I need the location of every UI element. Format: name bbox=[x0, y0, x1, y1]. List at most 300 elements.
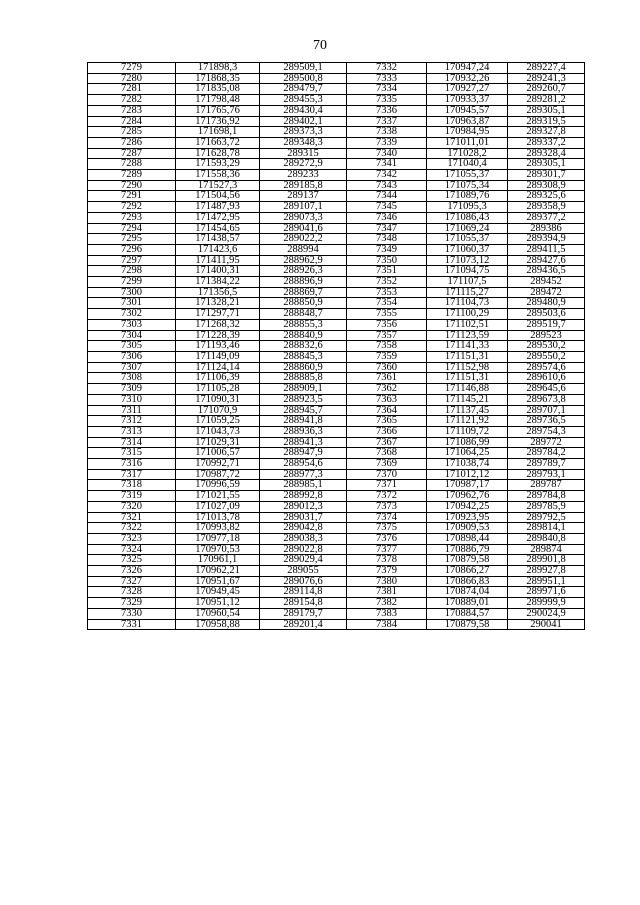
point-number-left: 7282 bbox=[88, 95, 176, 106]
x-coordinate-right: 171100,29 bbox=[427, 309, 508, 320]
x-coordinate-left: 171438,57 bbox=[176, 234, 260, 245]
y-coordinate-right: 289793,1 bbox=[508, 469, 585, 480]
point-number-left: 7299 bbox=[88, 277, 176, 288]
x-coordinate-left: 171898,3 bbox=[176, 63, 260, 74]
table-row bbox=[88, 319, 585, 330]
x-coordinate-left: 170962,21 bbox=[176, 566, 260, 577]
table-row bbox=[88, 159, 585, 170]
point-number-right: 7350 bbox=[347, 255, 427, 266]
x-coordinate-right: 171086,43 bbox=[427, 212, 508, 223]
x-coordinate-right: 171107,5 bbox=[427, 277, 508, 288]
y-coordinate-left: 288923,5 bbox=[260, 394, 347, 405]
x-coordinate-left: 171798,48 bbox=[176, 95, 260, 106]
y-coordinate-left: 288954,6 bbox=[260, 459, 347, 470]
y-coordinate-right: 289327,8 bbox=[508, 127, 585, 138]
y-coordinate-right: 289260,7 bbox=[508, 84, 585, 95]
x-coordinate-left: 171105,28 bbox=[176, 384, 260, 395]
y-coordinate-right: 290024,9 bbox=[508, 608, 585, 619]
point-number-left: 7316 bbox=[88, 459, 176, 470]
x-coordinate-right: 170879,58 bbox=[427, 555, 508, 566]
y-coordinate-right: 289645,6 bbox=[508, 384, 585, 395]
y-coordinate-right: 289550,2 bbox=[508, 351, 585, 362]
table-row bbox=[88, 95, 585, 106]
point-number-left: 7308 bbox=[88, 373, 176, 384]
point-number-left: 7279 bbox=[88, 63, 176, 74]
x-coordinate-right: 171089,76 bbox=[427, 191, 508, 202]
y-coordinate-right: 289305,1 bbox=[508, 159, 585, 170]
y-coordinate-right: 289736,5 bbox=[508, 416, 585, 427]
y-coordinate-right: 289452 bbox=[508, 277, 585, 288]
x-coordinate-right: 171145,21 bbox=[427, 394, 508, 405]
table-row bbox=[88, 362, 585, 373]
y-coordinate-left: 288869,7 bbox=[260, 287, 347, 298]
point-number-right: 7375 bbox=[347, 523, 427, 534]
point-number-right: 7382 bbox=[347, 598, 427, 609]
y-coordinate-left: 288941,3 bbox=[260, 437, 347, 448]
x-coordinate-left: 170951,12 bbox=[176, 598, 260, 609]
y-coordinate-left: 289114,8 bbox=[260, 587, 347, 598]
y-coordinate-right: 289874 bbox=[508, 544, 585, 555]
point-number-left: 7320 bbox=[88, 501, 176, 512]
point-number-left: 7287 bbox=[88, 148, 176, 159]
x-coordinate-left: 171029,31 bbox=[176, 437, 260, 448]
point-number-right: 7373 bbox=[347, 501, 427, 512]
table-row bbox=[88, 405, 585, 416]
x-coordinate-right: 170947,24 bbox=[427, 63, 508, 74]
point-number-right: 7343 bbox=[347, 180, 427, 191]
y-coordinate-left: 288992,8 bbox=[260, 491, 347, 502]
table-row bbox=[88, 309, 585, 320]
x-coordinate-right: 170866,27 bbox=[427, 566, 508, 577]
point-number-right: 7345 bbox=[347, 202, 427, 213]
point-number-right: 7349 bbox=[347, 244, 427, 255]
point-number-right: 7364 bbox=[347, 405, 427, 416]
table-row bbox=[88, 491, 585, 502]
x-coordinate-right: 171115,27 bbox=[427, 287, 508, 298]
point-number-right: 7341 bbox=[347, 159, 427, 170]
point-number-left: 7289 bbox=[88, 170, 176, 181]
y-coordinate-left: 289029,4 bbox=[260, 555, 347, 566]
y-coordinate-right: 289523 bbox=[508, 330, 585, 341]
y-coordinate-right: 290041 bbox=[508, 619, 585, 630]
table-row bbox=[88, 459, 585, 470]
x-coordinate-left: 170992,71 bbox=[176, 459, 260, 470]
point-number-right: 7367 bbox=[347, 437, 427, 448]
y-coordinate-left: 289022,2 bbox=[260, 234, 347, 245]
point-number-right: 7379 bbox=[347, 566, 427, 577]
x-coordinate-right: 171146,88 bbox=[427, 384, 508, 395]
table-row bbox=[88, 416, 585, 427]
y-coordinate-left: 289500,8 bbox=[260, 73, 347, 84]
table-row bbox=[88, 266, 585, 277]
table-row bbox=[88, 287, 585, 298]
page-number: 70 bbox=[313, 38, 327, 53]
x-coordinate-left: 171593,29 bbox=[176, 159, 260, 170]
point-number-right: 7338 bbox=[347, 127, 427, 138]
point-number-left: 7292 bbox=[88, 202, 176, 213]
y-coordinate-right: 289673,8 bbox=[508, 394, 585, 405]
x-coordinate-left: 171027,09 bbox=[176, 501, 260, 512]
table-row bbox=[88, 351, 585, 362]
x-coordinate-right: 171064,25 bbox=[427, 448, 508, 459]
point-number-left: 7280 bbox=[88, 73, 176, 84]
y-coordinate-right: 289789,7 bbox=[508, 459, 585, 470]
x-coordinate-left: 171487,93 bbox=[176, 202, 260, 213]
x-coordinate-right: 170987,17 bbox=[427, 480, 508, 491]
point-number-left: 7307 bbox=[88, 362, 176, 373]
x-coordinate-left: 171423,6 bbox=[176, 244, 260, 255]
y-coordinate-right: 289411,5 bbox=[508, 244, 585, 255]
x-coordinate-right: 170945,57 bbox=[427, 105, 508, 116]
point-number-right: 7358 bbox=[347, 341, 427, 352]
y-coordinate-right: 289436,5 bbox=[508, 266, 585, 277]
y-coordinate-left: 289233 bbox=[260, 170, 347, 181]
x-coordinate-left: 171527,3 bbox=[176, 180, 260, 191]
x-coordinate-right: 170874,04 bbox=[427, 587, 508, 598]
point-number-right: 7380 bbox=[347, 576, 427, 587]
y-coordinate-right: 289519,7 bbox=[508, 319, 585, 330]
table-row bbox=[88, 373, 585, 384]
y-coordinate-left: 289041,6 bbox=[260, 223, 347, 234]
table-row bbox=[88, 191, 585, 202]
point-number-right: 7377 bbox=[347, 544, 427, 555]
point-number-right: 7361 bbox=[347, 373, 427, 384]
y-coordinate-left: 289012,3 bbox=[260, 501, 347, 512]
x-coordinate-left: 171328,21 bbox=[176, 298, 260, 309]
y-coordinate-right: 289227,4 bbox=[508, 63, 585, 74]
table-row bbox=[88, 437, 585, 448]
y-coordinate-right: 289784,2 bbox=[508, 448, 585, 459]
y-coordinate-left: 288855,3 bbox=[260, 319, 347, 330]
point-number-right: 7352 bbox=[347, 277, 427, 288]
point-number-left: 7284 bbox=[88, 116, 176, 127]
table-row bbox=[88, 448, 585, 459]
x-coordinate-right: 171069,24 bbox=[427, 223, 508, 234]
y-coordinate-right: 289328,4 bbox=[508, 148, 585, 159]
y-coordinate-left: 288832,6 bbox=[260, 341, 347, 352]
point-number-left: 7328 bbox=[88, 587, 176, 598]
x-coordinate-left: 171411,95 bbox=[176, 255, 260, 266]
y-coordinate-right: 289281,2 bbox=[508, 95, 585, 106]
x-coordinate-left: 171021,55 bbox=[176, 491, 260, 502]
table-row bbox=[88, 148, 585, 159]
point-number-right: 7351 bbox=[347, 266, 427, 277]
table-row bbox=[88, 533, 585, 544]
y-coordinate-right: 289840,8 bbox=[508, 533, 585, 544]
x-coordinate-right: 171104,73 bbox=[427, 298, 508, 309]
x-coordinate-right: 170909,53 bbox=[427, 523, 508, 534]
y-coordinate-right: 289480,9 bbox=[508, 298, 585, 309]
y-coordinate-right: 289927,8 bbox=[508, 566, 585, 577]
y-coordinate-left: 288845,3 bbox=[260, 351, 347, 362]
y-coordinate-right: 289707,1 bbox=[508, 405, 585, 416]
x-coordinate-left: 170996,59 bbox=[176, 480, 260, 491]
table-row bbox=[88, 587, 585, 598]
point-number-left: 7325 bbox=[88, 555, 176, 566]
y-coordinate-right: 289792,5 bbox=[508, 512, 585, 523]
y-coordinate-left: 288840,9 bbox=[260, 330, 347, 341]
table-row bbox=[88, 480, 585, 491]
point-number-right: 7366 bbox=[347, 426, 427, 437]
x-coordinate-left: 171454,65 bbox=[176, 223, 260, 234]
point-number-left: 7285 bbox=[88, 127, 176, 138]
point-number-left: 7330 bbox=[88, 608, 176, 619]
y-coordinate-left: 289107,1 bbox=[260, 202, 347, 213]
table-row bbox=[88, 202, 585, 213]
table-row bbox=[88, 170, 585, 181]
point-number-right: 7384 bbox=[347, 619, 427, 630]
point-number-left: 7290 bbox=[88, 180, 176, 191]
y-coordinate-right: 289308,9 bbox=[508, 180, 585, 191]
x-coordinate-left: 171868,35 bbox=[176, 73, 260, 84]
x-coordinate-left: 170961,1 bbox=[176, 555, 260, 566]
y-coordinate-left: 289042,8 bbox=[260, 523, 347, 534]
x-coordinate-right: 171038,74 bbox=[427, 459, 508, 470]
y-coordinate-left: 288947,9 bbox=[260, 448, 347, 459]
point-number-left: 7293 bbox=[88, 212, 176, 223]
x-coordinate-left: 171106,39 bbox=[176, 373, 260, 384]
point-number-right: 7359 bbox=[347, 351, 427, 362]
table-row bbox=[88, 180, 585, 191]
x-coordinate-right: 170886,79 bbox=[427, 544, 508, 555]
y-coordinate-right: 289305,1 bbox=[508, 105, 585, 116]
x-coordinate-left: 171013,78 bbox=[176, 512, 260, 523]
x-coordinate-left: 171228,39 bbox=[176, 330, 260, 341]
x-coordinate-right: 171055,37 bbox=[427, 170, 508, 181]
x-coordinate-right: 171040,4 bbox=[427, 159, 508, 170]
table-row bbox=[88, 298, 585, 309]
x-coordinate-left: 171472,95 bbox=[176, 212, 260, 223]
point-number-right: 7332 bbox=[347, 63, 427, 74]
x-coordinate-left: 170977,18 bbox=[176, 533, 260, 544]
table-row bbox=[88, 619, 585, 630]
table-row bbox=[88, 223, 585, 234]
x-coordinate-right: 171109,72 bbox=[427, 426, 508, 437]
x-coordinate-left: 171400,31 bbox=[176, 266, 260, 277]
y-coordinate-right: 289787 bbox=[508, 480, 585, 491]
y-coordinate-left: 289073,3 bbox=[260, 212, 347, 223]
x-coordinate-right: 170879,58 bbox=[427, 619, 508, 630]
y-coordinate-left: 289315 bbox=[260, 148, 347, 159]
point-number-left: 7321 bbox=[88, 512, 176, 523]
y-coordinate-right: 289472 bbox=[508, 287, 585, 298]
coordinates-table bbox=[87, 62, 585, 630]
point-number-right: 7374 bbox=[347, 512, 427, 523]
point-number-right: 7337 bbox=[347, 116, 427, 127]
y-coordinate-left: 288850,9 bbox=[260, 298, 347, 309]
point-number-left: 7291 bbox=[88, 191, 176, 202]
y-coordinate-left: 289076,6 bbox=[260, 576, 347, 587]
point-number-right: 7360 bbox=[347, 362, 427, 373]
y-coordinate-left: 288962,9 bbox=[260, 255, 347, 266]
point-number-left: 7298 bbox=[88, 266, 176, 277]
point-number-right: 7348 bbox=[347, 234, 427, 245]
x-coordinate-right: 171123,59 bbox=[427, 330, 508, 341]
x-coordinate-right: 170942,25 bbox=[427, 501, 508, 512]
y-coordinate-right: 289337,2 bbox=[508, 137, 585, 148]
y-coordinate-right: 289358,9 bbox=[508, 202, 585, 213]
point-number-left: 7327 bbox=[88, 576, 176, 587]
point-number-right: 7340 bbox=[347, 148, 427, 159]
y-coordinate-left: 289455,3 bbox=[260, 95, 347, 106]
point-number-right: 7372 bbox=[347, 491, 427, 502]
point-number-right: 7342 bbox=[347, 170, 427, 181]
x-coordinate-left: 171043,73 bbox=[176, 426, 260, 437]
x-coordinate-right: 171152,98 bbox=[427, 362, 508, 373]
x-coordinate-right: 171137,45 bbox=[427, 405, 508, 416]
y-coordinate-left: 289402,1 bbox=[260, 116, 347, 127]
x-coordinate-left: 171698,1 bbox=[176, 127, 260, 138]
point-number-right: 7333 bbox=[347, 73, 427, 84]
point-number-left: 7304 bbox=[88, 330, 176, 341]
x-coordinate-left: 171765,76 bbox=[176, 105, 260, 116]
table-row bbox=[88, 426, 585, 437]
x-coordinate-left: 171356,5 bbox=[176, 287, 260, 298]
table-row bbox=[88, 523, 585, 534]
x-coordinate-right: 171141,33 bbox=[427, 341, 508, 352]
x-coordinate-right: 170984,95 bbox=[427, 127, 508, 138]
point-number-right: 7371 bbox=[347, 480, 427, 491]
point-number-right: 7356 bbox=[347, 319, 427, 330]
x-coordinate-left: 170993,82 bbox=[176, 523, 260, 534]
x-coordinate-left: 171006,57 bbox=[176, 448, 260, 459]
x-coordinate-left: 170970,53 bbox=[176, 544, 260, 555]
point-number-left: 7317 bbox=[88, 469, 176, 480]
y-coordinate-right: 289301,7 bbox=[508, 170, 585, 181]
point-number-left: 7297 bbox=[88, 255, 176, 266]
y-coordinate-right: 289427,6 bbox=[508, 255, 585, 266]
x-coordinate-left: 171070,9 bbox=[176, 405, 260, 416]
x-coordinate-left: 171268,32 bbox=[176, 319, 260, 330]
y-coordinate-left: 289137 bbox=[260, 191, 347, 202]
point-number-left: 7322 bbox=[88, 523, 176, 534]
x-coordinate-left: 170987,72 bbox=[176, 469, 260, 480]
x-coordinate-left: 171663,72 bbox=[176, 137, 260, 148]
y-coordinate-left: 289179,7 bbox=[260, 608, 347, 619]
x-coordinate-right: 170932,26 bbox=[427, 73, 508, 84]
x-coordinate-right: 171055,37 bbox=[427, 234, 508, 245]
table-row bbox=[88, 501, 585, 512]
point-number-left: 7319 bbox=[88, 491, 176, 502]
point-number-left: 7313 bbox=[88, 426, 176, 437]
point-number-right: 7334 bbox=[347, 84, 427, 95]
x-coordinate-left: 171059,25 bbox=[176, 416, 260, 427]
table-row bbox=[88, 127, 585, 138]
x-coordinate-right: 171028,2 bbox=[427, 148, 508, 159]
table-row bbox=[88, 63, 585, 74]
y-coordinate-left: 289509,1 bbox=[260, 63, 347, 74]
point-number-right: 7369 bbox=[347, 459, 427, 470]
x-coordinate-right: 171094,75 bbox=[427, 266, 508, 277]
point-number-right: 7362 bbox=[347, 384, 427, 395]
x-coordinate-right: 171012,12 bbox=[427, 469, 508, 480]
y-coordinate-left: 288860,9 bbox=[260, 362, 347, 373]
coordinates-table-body bbox=[88, 63, 585, 630]
y-coordinate-left: 288941,8 bbox=[260, 416, 347, 427]
point-number-right: 7376 bbox=[347, 533, 427, 544]
y-coordinate-left: 289479,7 bbox=[260, 84, 347, 95]
table-row bbox=[88, 116, 585, 127]
point-number-left: 7286 bbox=[88, 137, 176, 148]
point-number-right: 7354 bbox=[347, 298, 427, 309]
point-number-right: 7336 bbox=[347, 105, 427, 116]
y-coordinate-right: 289610,6 bbox=[508, 373, 585, 384]
x-coordinate-right: 170923,95 bbox=[427, 512, 508, 523]
table-row bbox=[88, 277, 585, 288]
point-number-right: 7335 bbox=[347, 95, 427, 106]
x-coordinate-left: 171835,08 bbox=[176, 84, 260, 95]
y-coordinate-left: 289373,3 bbox=[260, 127, 347, 138]
point-number-left: 7302 bbox=[88, 309, 176, 320]
point-number-left: 7283 bbox=[88, 105, 176, 116]
y-coordinate-right: 289241,3 bbox=[508, 73, 585, 84]
x-coordinate-right: 171073,12 bbox=[427, 255, 508, 266]
table-row bbox=[88, 84, 585, 95]
point-number-left: 7311 bbox=[88, 405, 176, 416]
y-coordinate-left: 288926,3 bbox=[260, 266, 347, 277]
y-coordinate-right: 289814,1 bbox=[508, 523, 585, 534]
y-coordinate-left: 289154,8 bbox=[260, 598, 347, 609]
x-coordinate-right: 170889,01 bbox=[427, 598, 508, 609]
point-number-right: 7347 bbox=[347, 223, 427, 234]
point-number-right: 7353 bbox=[347, 287, 427, 298]
x-coordinate-right: 170866,83 bbox=[427, 576, 508, 587]
point-number-left: 7295 bbox=[88, 234, 176, 245]
x-coordinate-left: 171090,31 bbox=[176, 394, 260, 405]
point-number-right: 7368 bbox=[347, 448, 427, 459]
y-coordinate-left: 289430,4 bbox=[260, 105, 347, 116]
point-number-left: 7288 bbox=[88, 159, 176, 170]
table-row bbox=[88, 137, 585, 148]
table-row bbox=[88, 384, 585, 395]
y-coordinate-left: 289272,9 bbox=[260, 159, 347, 170]
y-coordinate-right: 289503,6 bbox=[508, 309, 585, 320]
table-row bbox=[88, 576, 585, 587]
point-number-left: 7305 bbox=[88, 341, 176, 352]
x-coordinate-left: 171504,56 bbox=[176, 191, 260, 202]
y-coordinate-left: 288896,9 bbox=[260, 277, 347, 288]
point-number-right: 7339 bbox=[347, 137, 427, 148]
x-coordinate-right: 171102,51 bbox=[427, 319, 508, 330]
table-row bbox=[88, 212, 585, 223]
point-number-left: 7306 bbox=[88, 351, 176, 362]
y-coordinate-right: 289574,6 bbox=[508, 362, 585, 373]
point-number-right: 7370 bbox=[347, 469, 427, 480]
table-row bbox=[88, 234, 585, 245]
y-coordinate-left: 288909,1 bbox=[260, 384, 347, 395]
y-coordinate-left: 289038,3 bbox=[260, 533, 347, 544]
y-coordinate-left: 288994 bbox=[260, 244, 347, 255]
x-coordinate-left: 170951,67 bbox=[176, 576, 260, 587]
y-coordinate-left: 289348,3 bbox=[260, 137, 347, 148]
point-number-left: 7309 bbox=[88, 384, 176, 395]
x-coordinate-left: 171384,22 bbox=[176, 277, 260, 288]
x-coordinate-right: 170933,37 bbox=[427, 95, 508, 106]
x-coordinate-right: 171121,92 bbox=[427, 416, 508, 427]
x-coordinate-left: 171628,78 bbox=[176, 148, 260, 159]
point-number-left: 7301 bbox=[88, 298, 176, 309]
point-number-right: 7357 bbox=[347, 330, 427, 341]
point-number-left: 7324 bbox=[88, 544, 176, 555]
table-row bbox=[88, 341, 585, 352]
y-coordinate-right: 289772 bbox=[508, 437, 585, 448]
point-number-left: 7294 bbox=[88, 223, 176, 234]
point-number-left: 7281 bbox=[88, 84, 176, 95]
point-number-left: 7329 bbox=[88, 598, 176, 609]
x-coordinate-right: 170962,76 bbox=[427, 491, 508, 502]
table-row bbox=[88, 512, 585, 523]
x-coordinate-right: 171151,31 bbox=[427, 373, 508, 384]
